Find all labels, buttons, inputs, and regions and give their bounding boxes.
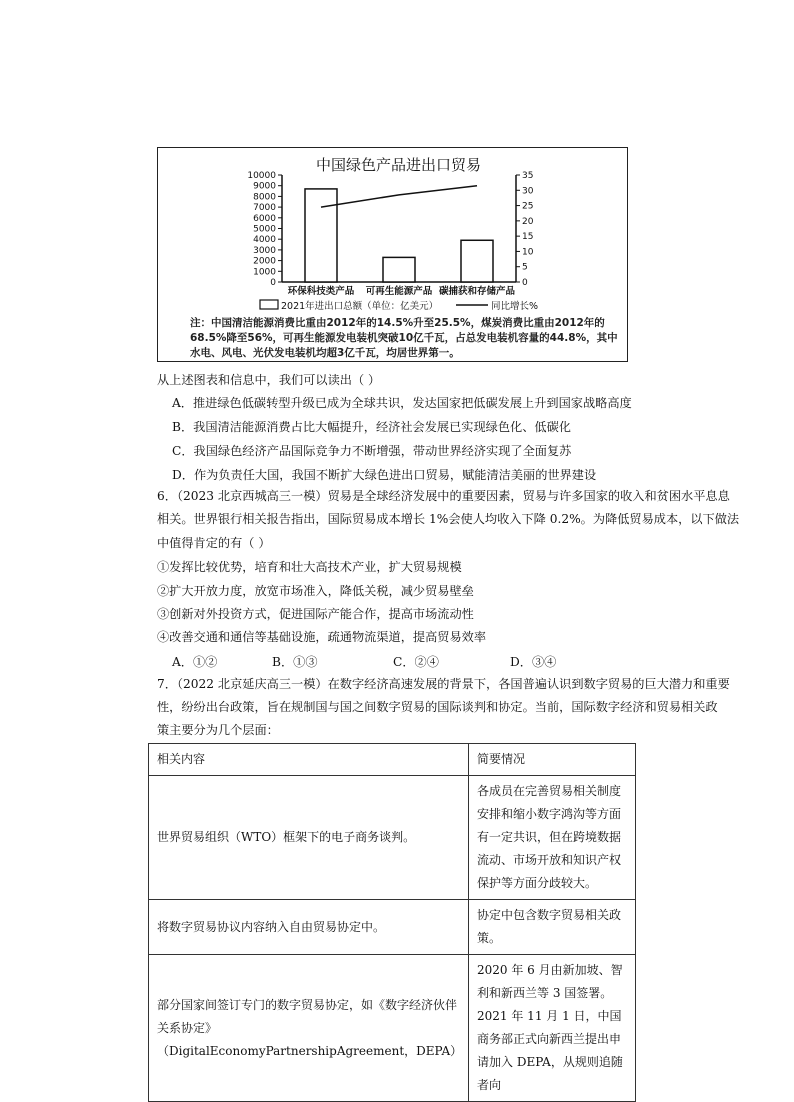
table-row (149, 955, 636, 1102)
category-label: 可再生能源产品 (365, 286, 433, 297)
table-row (149, 776, 636, 900)
q5-stem: 从上述图表和信息中，我们可以读出（ ） (157, 373, 381, 387)
left-ticks (247, 171, 282, 288)
table-cell: 部分国家间签订专门的数字贸易协定，如《数字经济伙伴关系协定》（DigitalEconomyPartnershipAgreement，DEPA） (149, 955, 469, 1102)
chart-note: 注：中国清洁能源消费比重由2012年的14.5%升至25.5%，煤炭消费比重由2012年的68.5%降至56%，可再生能源发电装机突破10亿千瓦，占总发电装机容量的44.8%，其中水电、风电、光伏发电装机均超3亿千瓦，均居世界第一。 (190, 317, 618, 359)
q6-stem-line-2: 相关。世界银行相关报告指出，国际贸易成本增长 1%会使人均收入下降 0.2%。为降低贸易成本，以下做法 (157, 512, 740, 526)
right-tick-label: 0 (522, 278, 528, 288)
bar (383, 257, 415, 282)
left-tick-label: 6000 (253, 213, 276, 224)
left-tick-label: 8000 (253, 192, 276, 203)
bar (461, 240, 493, 282)
q6-answer-b: B．①③ (272, 655, 318, 669)
legend-line-label: 同比增长% (491, 301, 539, 312)
left-tick-label: 1000 (253, 267, 276, 278)
table-cell: 2020 年 6 月由新加坡、智利和新西兰等 3 国签署。2021 年 11 月 1 日，中国商务部正式向新西兰提出申请加入 DEPA，从规则追随者向 (469, 955, 636, 1102)
q5-option-b: B．我国清洁能源消费占比大幅提升，经济社会发展已实现绿色化、低碳化 (172, 420, 571, 434)
q7-stem-line-1: 7．（2022 北京延庆高三一模）在数字经济高速发展的背景下，各国普遍认识到数字贸易的巨大潜力和重要 (157, 677, 730, 691)
table-header-cell: 简要情况 (469, 744, 636, 776)
q5-option-a: A．推进绿色低碳转型升级已成为全球共识，发达国家把低碳发展上升到国家战略高度 (172, 396, 632, 410)
left-tick-label: 2000 (253, 256, 276, 267)
q6-answer-a: A．①② (172, 655, 218, 669)
q7-stem-line-2: 性，纷纷出台政策，旨在规制国与国之间数字贸易的国际谈判和协定。当前，国际数字经济和贸易相关政 (157, 700, 718, 714)
right-tick-label: 30 (522, 186, 534, 197)
table-cell: 各成员在完善贸易相关制度安排和缩小数字鸿沟等方面有一定共识，但在跨境数据流动、市场开放和知识产权保护等方面分歧较大。 (469, 776, 636, 900)
category-labels (288, 285, 516, 297)
left-tick-label: 3000 (253, 245, 276, 256)
left-tick-label: 7000 (253, 203, 276, 214)
right-tick-label: 20 (522, 216, 534, 227)
legend-bar-label: 2021年进出口总额（单位：亿美元） (281, 301, 439, 312)
q6-stem-line-3: 中值得肯定的有（ ） (157, 536, 271, 550)
table-cell: 将数字贸易协议内容纳入自由贸易协定中。 (149, 900, 469, 955)
left-tick-label: 0 (270, 278, 276, 288)
legend-bar-swatch (260, 300, 278, 309)
table-cell: 世界贸易组织（WTO）框架下的电子商务谈判。 (149, 776, 469, 900)
q6-stem-line-1: 6．（2023 北京西城高三一模）贸易是全球经济发展中的重要因素，贸易与许多国家的收入和贫困水平息息 (157, 489, 730, 503)
right-tick-label: 35 (522, 171, 534, 181)
right-tick-label: 15 (522, 232, 534, 243)
chart-svg (158, 148, 629, 318)
right-tick-label: 10 (522, 247, 534, 258)
left-tick-label: 10000 (247, 171, 276, 181)
q7-stem-line-3: 策主要分为几个层面： (157, 723, 279, 737)
chart-figure (157, 147, 628, 362)
table-row (149, 900, 636, 955)
table-cell: 协定中包含数字贸易相关政策。 (469, 900, 636, 955)
table-header-row (149, 744, 636, 776)
q6-item-3: ③创新对外投资方式，促进国际产能合作，提高市场流动性 (157, 607, 474, 621)
chart-title: 中国绿色产品进出口贸易 (316, 156, 482, 174)
left-tick-label: 9000 (253, 181, 276, 192)
q5-option-c: C．我国绿色经济产品国际竞争力不断增强，带动世界经济实现了全面复苏 (172, 444, 572, 458)
q5-option-d: D．作为负责任大国，我国不断扩大绿色进出口贸易，赋能清洁美丽的世界建设 (172, 468, 597, 482)
q6-item-1: ①发挥比较优势，培育和壮大高技术产业，扩大贸易规模 (157, 560, 462, 574)
growth-line (321, 186, 477, 207)
category-label: 碳捕获和存储产品 (438, 286, 516, 297)
right-tick-label: 5 (522, 262, 528, 273)
bars (305, 189, 493, 282)
q6-item-2: ②扩大开放力度，放宽市场准入，降低关税，减少贸易壁垒 (157, 584, 474, 598)
bar (305, 189, 337, 282)
right-ticks (516, 171, 534, 288)
policy-table (148, 743, 636, 1102)
q6-answer-c: C．②④ (393, 655, 439, 669)
q6-item-4: ④改善交通和通信等基础设施，疏通物流渠道，提高贸易效率 (157, 630, 487, 644)
left-tick-label: 5000 (253, 224, 276, 235)
q6-answer-d: D．③④ (510, 655, 557, 669)
table-header-cell: 相关内容 (149, 744, 469, 776)
left-tick-label: 4000 (253, 235, 276, 246)
category-label: 环保科技类产品 (287, 286, 355, 297)
right-tick-label: 25 (522, 201, 534, 212)
